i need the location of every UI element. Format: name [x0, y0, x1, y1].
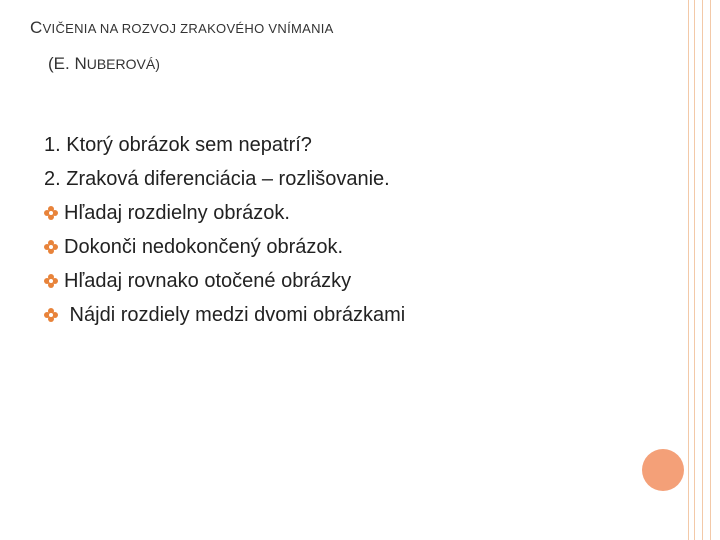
- decorative-vertical-line: [702, 0, 703, 540]
- numbered-item: 1. Ktorý obrázok sem nepatrí?: [44, 134, 312, 156]
- bullet-text: Dokonči nedokončený obrázok.: [64, 236, 344, 258]
- bullet-text: Hľadaj rozdielny obrázok.: [64, 202, 290, 224]
- flower-bullet-icon: [44, 308, 58, 322]
- bullet-text: Nájdi rozdiely medzi dvomi obrázkami: [64, 304, 406, 326]
- slide-subtitle: (E. NUBEROVÁ): [48, 54, 160, 73]
- decorative-vertical-line: [688, 0, 689, 540]
- flower-bullet-icon: [44, 240, 58, 254]
- decorative-vertical-line: [710, 0, 711, 540]
- numbered-item: 2. Zraková diferenciácia – rozlišovanie.: [44, 168, 390, 190]
- bullet-text: Hľadaj rovnako otočené obrázky: [64, 270, 352, 292]
- decorative-circle: [642, 449, 684, 491]
- flower-bullet-icon: [44, 274, 58, 288]
- decorative-vertical-line: [694, 0, 695, 540]
- slide-content: [44, 134, 664, 338]
- bullet-item: [44, 270, 664, 304]
- bullet-item: [44, 304, 664, 338]
- bullet-item: [44, 202, 664, 236]
- slide-title: CVIČENIA NA ROZVOJ ZRAKOVÉHO VNÍMANIA: [30, 18, 334, 37]
- bullet-item: [44, 236, 664, 270]
- flower-bullet-icon: [44, 206, 58, 220]
